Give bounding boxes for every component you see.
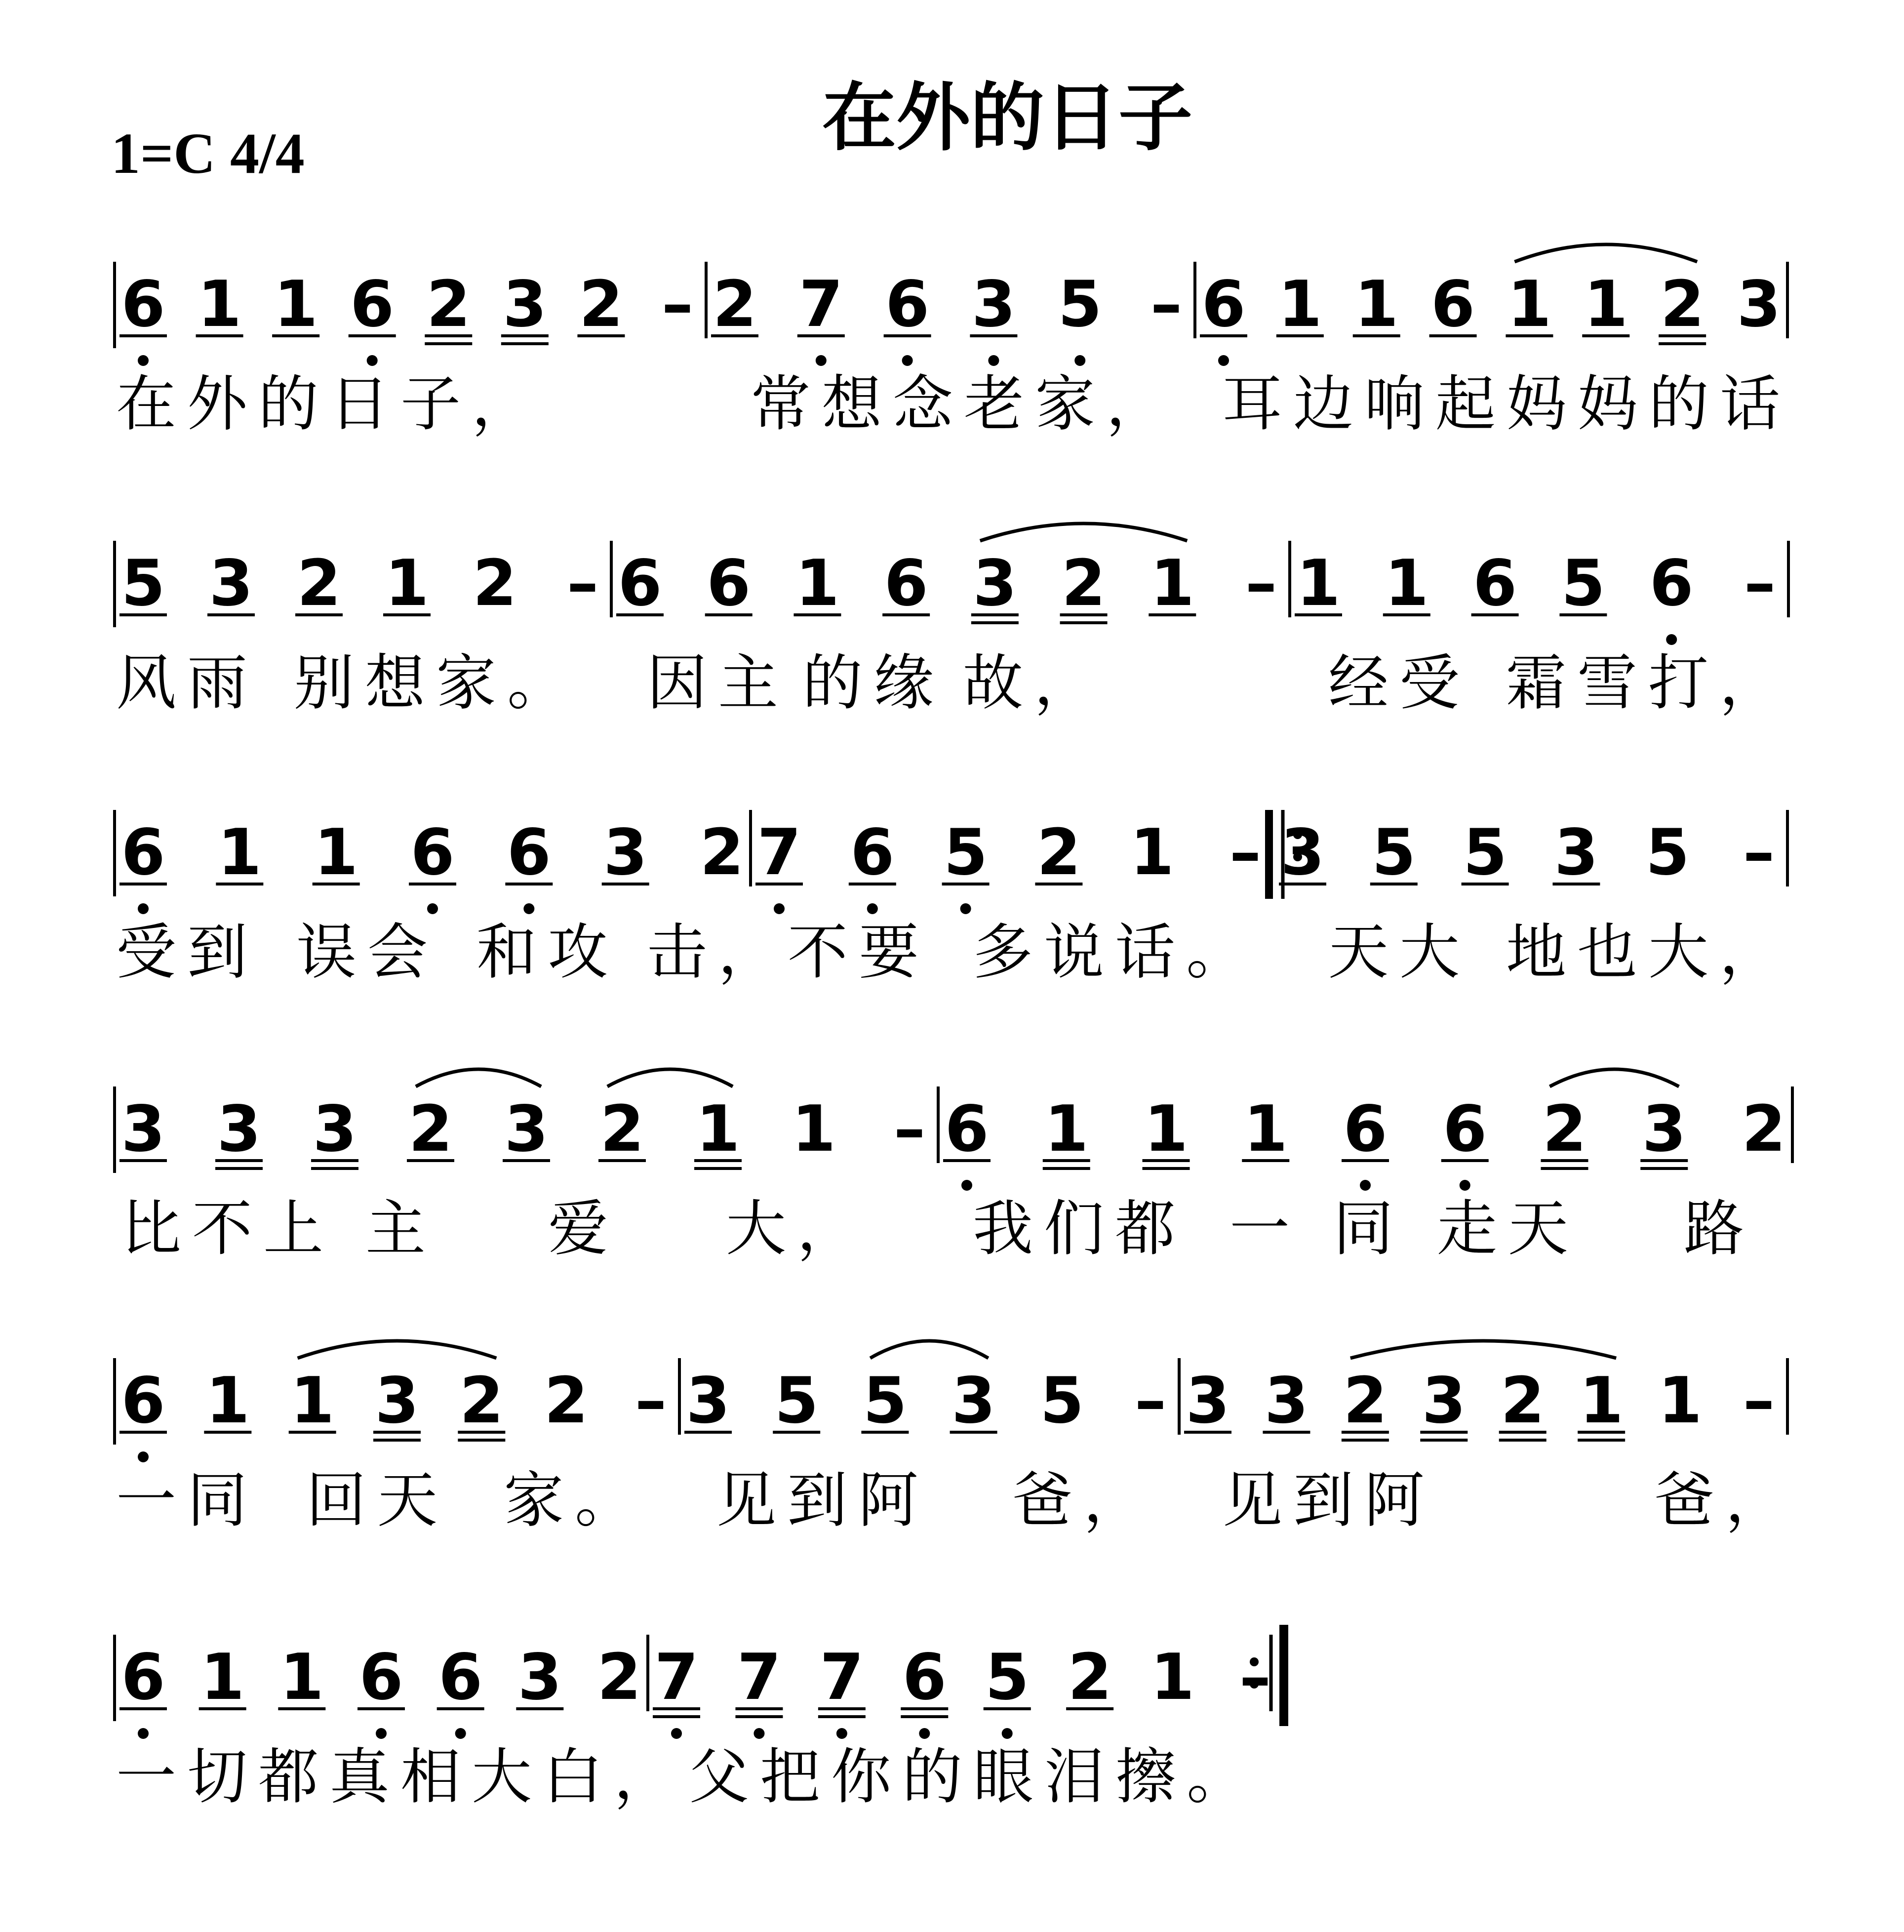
- low-octave-dot: [455, 1728, 466, 1739]
- hold-dash: –: [1150, 268, 1182, 341]
- hold-dash: –: [662, 268, 693, 341]
- note-digit: 1: [290, 1364, 335, 1438]
- note-digit: 6: [945, 1092, 989, 1166]
- note-digit: 6: [850, 816, 895, 889]
- note-digit: 2: [700, 816, 744, 889]
- note-digit: 3: [1186, 1364, 1230, 1438]
- note-digit: 2: [1501, 1364, 1545, 1438]
- note-digit: 5: [1058, 268, 1102, 341]
- lyric-text: 天大: [1328, 917, 1470, 987]
- note-digit: 2: [597, 1641, 641, 1714]
- low-octave-dot: [774, 903, 785, 914]
- low-octave-dot: [919, 1728, 930, 1739]
- note-digit: 2: [459, 1364, 504, 1438]
- low-octave-dot: [1666, 634, 1677, 645]
- note-digit: 3: [971, 268, 1016, 341]
- note-digit: 1: [217, 816, 262, 889]
- note-digit: 2: [1036, 816, 1081, 889]
- note-digit: 5: [774, 1364, 819, 1438]
- lyric-text: 一同: [116, 1465, 258, 1535]
- low-octave-dot: [816, 355, 827, 366]
- note-digit: 2: [426, 268, 471, 341]
- note-digit: 3: [1422, 1364, 1466, 1438]
- note-digit: 2: [713, 268, 757, 341]
- note-digit: 6: [618, 547, 662, 620]
- lyric-text: 和攻: [476, 917, 619, 987]
- note-digit: 6: [884, 547, 928, 620]
- lyric-text: 经受: [1328, 648, 1470, 718]
- slur-arc: [870, 1341, 988, 1358]
- note-digit: 2: [1062, 547, 1106, 620]
- lyric-text: 的缘: [802, 648, 945, 718]
- note-digit: 1: [1579, 1364, 1624, 1438]
- note-digit: 1: [1296, 547, 1341, 620]
- note-digit: 1: [1584, 268, 1628, 341]
- lyric-text: 一切都真相大白，: [116, 1742, 685, 1812]
- low-octave-dot: [523, 903, 534, 914]
- lyric-text: 见到阿: [716, 1465, 929, 1535]
- slur-arc: [1550, 1069, 1679, 1087]
- note-digit: 7: [757, 816, 801, 889]
- note-digit: 6: [507, 816, 551, 889]
- hold-dash: –: [567, 547, 598, 620]
- lyric-text: 爱: [548, 1194, 619, 1264]
- lyric-text: 因主: [647, 648, 789, 718]
- note-digit: 6: [1649, 547, 1694, 620]
- note-digit: 6: [1431, 268, 1475, 341]
- note-digit: 2: [1068, 1641, 1112, 1714]
- note-digit: 6: [1443, 1092, 1487, 1166]
- low-octave-dot: [961, 1180, 972, 1191]
- note-digit: 6: [707, 547, 751, 620]
- note-digit: 2: [600, 1092, 644, 1166]
- note-digit: 3: [217, 1092, 261, 1166]
- lyric-text: 同: [1333, 1194, 1404, 1264]
- lyric-text: 不要: [788, 917, 930, 987]
- note-digit: 3: [503, 268, 547, 341]
- lyric-text: 常想念老家，: [751, 369, 1177, 439]
- note-digit: 3: [209, 547, 253, 620]
- low-octave-dot: [138, 355, 149, 366]
- hold-dash: –: [1135, 1364, 1166, 1438]
- low-octave-dot: [836, 1728, 847, 1739]
- note-digit: 1: [1243, 1092, 1288, 1166]
- slur-arc: [298, 1341, 497, 1358]
- note-digit: 1: [314, 816, 358, 889]
- lyric-text: 路: [1684, 1194, 1755, 1264]
- note-digit: 3: [504, 1092, 549, 1166]
- hold-dash: –: [894, 1092, 925, 1166]
- note-digit: 5: [1372, 816, 1416, 889]
- low-octave-dot: [376, 1728, 387, 1739]
- slur-arc: [1350, 1341, 1616, 1358]
- note-digit: 3: [686, 1364, 730, 1438]
- slur-arc: [1514, 244, 1697, 262]
- note-digit: 6: [1473, 547, 1517, 620]
- note-digit: 1: [198, 268, 242, 341]
- low-octave-dot: [1218, 355, 1229, 366]
- note-digit: 6: [410, 816, 455, 889]
- note-digit: 6: [350, 268, 395, 341]
- note-digit: 1: [1130, 816, 1174, 889]
- low-octave-dot: [754, 1728, 764, 1739]
- note-digit: 2: [408, 1092, 453, 1166]
- slur-arc: [416, 1069, 541, 1087]
- note-digit: 7: [737, 1641, 781, 1714]
- note-digit: 6: [1343, 1092, 1388, 1166]
- note-digit: 6: [885, 268, 930, 341]
- note-digit: 3: [375, 1364, 419, 1438]
- notation-staff: [115, 244, 1796, 1812]
- lyric-text: 霜雪打，: [1506, 648, 1790, 718]
- note-digit: 6: [121, 816, 165, 889]
- note-digit: 3: [1554, 816, 1598, 889]
- lyric-text: 见到阿: [1222, 1465, 1435, 1535]
- lyric-text: 故，: [963, 648, 1105, 718]
- note-digit: 1: [1144, 1092, 1189, 1166]
- lyric-text: 别想家。: [294, 648, 578, 718]
- note-digit: 1: [795, 547, 839, 620]
- lyric-text: 主: [365, 1194, 436, 1264]
- hold-dash: –: [1239, 1641, 1271, 1714]
- note-digit: 5: [1561, 547, 1605, 620]
- lyric-text: 大，: [726, 1194, 868, 1264]
- note-digit: 2: [1542, 1092, 1587, 1166]
- note-digit: 5: [1645, 816, 1690, 889]
- note-digit: 3: [1737, 268, 1781, 341]
- note-digit: 3: [313, 1092, 357, 1166]
- low-octave-dot: [867, 903, 878, 914]
- note-digit: 1: [1150, 547, 1194, 620]
- note-digit: 3: [603, 816, 648, 889]
- key-signature: 1=C 4/4: [111, 121, 305, 186]
- low-octave-dot: [902, 355, 913, 366]
- note-digit: 2: [1660, 268, 1705, 341]
- note-digit: 2: [297, 547, 341, 620]
- lyric-text: 家。: [504, 1465, 646, 1535]
- note-digit: 6: [359, 1641, 403, 1714]
- note-digit: 2: [1742, 1092, 1786, 1166]
- lyric-text: 误会: [296, 917, 438, 987]
- low-octave-dot: [367, 355, 378, 366]
- note-digit: 1: [205, 1364, 250, 1438]
- low-octave-dot: [138, 1451, 149, 1462]
- note-digit: 5: [121, 547, 165, 620]
- note-digit: 7: [820, 1641, 864, 1714]
- low-octave-dot: [1074, 355, 1085, 366]
- note-digit: 1: [1385, 547, 1429, 620]
- note-digit: 1: [1658, 1364, 1703, 1438]
- low-octave-dot: [1002, 1728, 1013, 1739]
- lyric-text: 击，: [647, 917, 789, 987]
- note-digit: 3: [952, 1364, 996, 1438]
- low-octave-dot: [427, 903, 438, 914]
- low-octave-dot: [138, 903, 149, 914]
- note-digit: 5: [1463, 816, 1507, 889]
- note-digit: 1: [1278, 268, 1322, 341]
- note-digit: 1: [1044, 1092, 1089, 1166]
- lyric-text: 一: [1230, 1194, 1301, 1264]
- note-digit: 3: [973, 547, 1017, 620]
- note-digit: 2: [544, 1364, 589, 1438]
- lyric-text: 耳边响起妈妈的话: [1222, 369, 1791, 439]
- lyric-text: 比不上: [121, 1194, 334, 1264]
- low-octave-dot: [1460, 1180, 1470, 1191]
- note-digit: 7: [654, 1641, 699, 1714]
- note-digit: 3: [517, 1641, 562, 1714]
- lyric-text: 在外的日子，: [116, 369, 543, 439]
- low-octave-dot: [1360, 1180, 1371, 1191]
- hold-dash: –: [1744, 547, 1776, 620]
- note-digit: 1: [274, 268, 318, 341]
- low-octave-dot: [671, 1728, 682, 1739]
- note-digit: 5: [944, 816, 988, 889]
- song-title: 在外的日子: [822, 75, 1193, 161]
- hold-dash: –: [1743, 1364, 1775, 1438]
- note-digit: 2: [1343, 1364, 1388, 1438]
- note-digit: 1: [279, 1641, 324, 1714]
- hold-dash: –: [1743, 816, 1775, 889]
- note-digit: 6: [438, 1641, 483, 1714]
- hold-dash: –: [1245, 547, 1277, 620]
- note-digit: 1: [385, 547, 429, 620]
- low-octave-dot: [138, 1728, 149, 1739]
- note-digit: 1: [200, 1641, 245, 1714]
- note-digit: 6: [121, 268, 165, 341]
- lyric-text: 风雨: [116, 648, 258, 718]
- lyric-text: 多说话。: [973, 917, 1257, 987]
- note-digit: 1: [1507, 268, 1551, 341]
- lyric-text: 爸，: [1654, 1465, 1796, 1535]
- low-octave-dot: [988, 355, 999, 366]
- note-digit: 6: [902, 1641, 947, 1714]
- lyric-text: 走天: [1437, 1194, 1579, 1264]
- note-digit: 3: [1642, 1092, 1686, 1166]
- slur-arc: [980, 523, 1187, 541]
- hold-dash: –: [1230, 816, 1261, 889]
- note-digit: 3: [1280, 816, 1325, 889]
- lyric-text: 我们都: [973, 1194, 1186, 1264]
- note-digit: 3: [121, 1092, 165, 1166]
- low-octave-dot: [960, 903, 971, 914]
- hold-dash: –: [635, 1364, 667, 1438]
- lyric-text: 父把你的眼泪擦。: [689, 1742, 1258, 1812]
- note-digit: 6: [121, 1641, 165, 1714]
- lyric-text: 地也大，: [1506, 917, 1790, 987]
- note-digit: 1: [1150, 1641, 1195, 1714]
- note-digit: 2: [473, 547, 517, 620]
- note-digit: 2: [579, 268, 623, 341]
- slur-arc: [607, 1069, 733, 1087]
- note-digit: 5: [863, 1364, 907, 1438]
- lyric-text: 回天: [306, 1465, 448, 1535]
- note-digit: 5: [985, 1641, 1030, 1714]
- lyric-text: 受到: [116, 917, 258, 987]
- note-digit: 1: [1354, 268, 1399, 341]
- note-digit: 1: [696, 1092, 740, 1166]
- note-digit: 7: [799, 268, 843, 341]
- lyric-text: 爸，: [1012, 1465, 1154, 1535]
- note-digit: 6: [1201, 268, 1246, 341]
- note-digit: 6: [121, 1364, 165, 1438]
- note-digit: 1: [792, 1092, 836, 1166]
- note-digit: 3: [1264, 1364, 1309, 1438]
- note-digit: 5: [1040, 1364, 1084, 1438]
